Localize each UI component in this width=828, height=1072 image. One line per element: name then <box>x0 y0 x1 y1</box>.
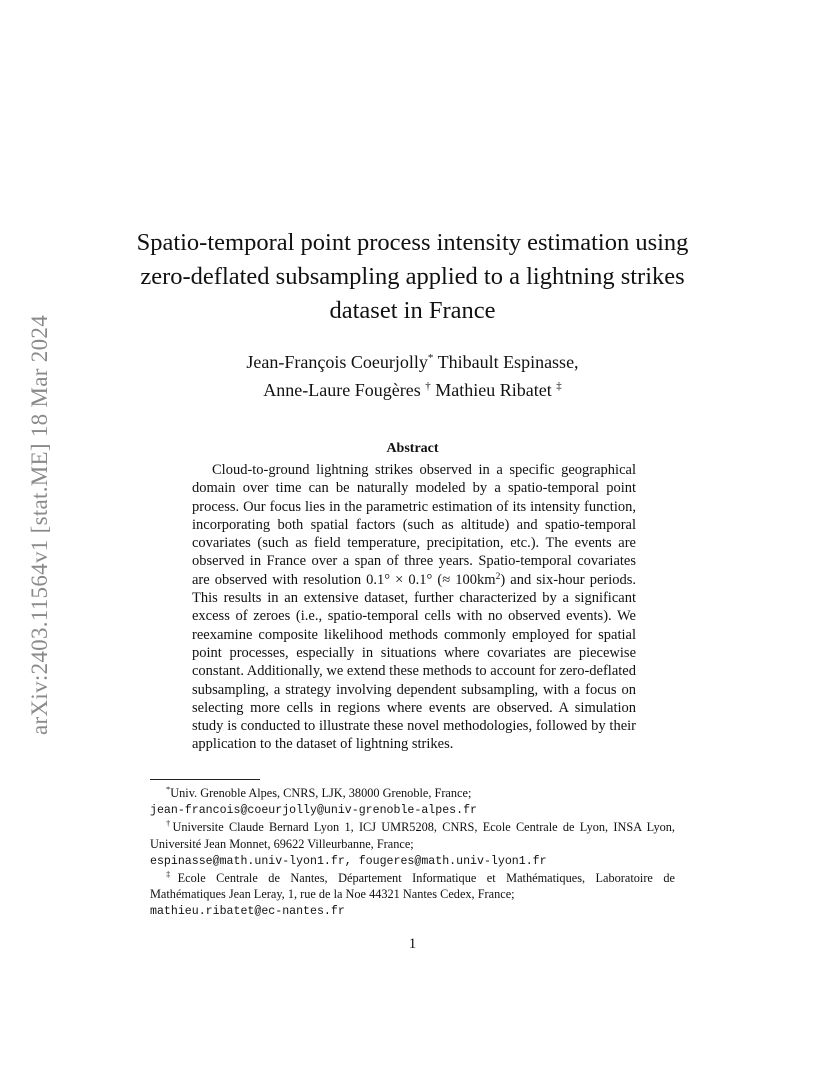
author-name: Thibault Espinasse, <box>437 352 579 372</box>
footnote <box>150 870 675 921</box>
footnote-mark: * <box>166 784 171 794</box>
abstract-text: ) and six-hour periods. This results in an extensive dataset, further characterized by a significant excess of zeroes (i.e., spatio-temporal cells with no observed events). We reexamine composite likelihood methods commonly employed for spatial point processes, especially in situations where covariates are piecewise constant. Additionally, we extend these methods to account for zero-deflated subsampling, a strategy involving dependent subsampling, with a focus on selecting more cells in regions where events are observed. A simulation study is conducted to illustrate these novel methodologies, followed by their application to the dataset of lightning strikes. <box>192 571 637 753</box>
author-line-1 <box>120 348 705 376</box>
abstract-heading: Abstract <box>386 441 439 456</box>
footnote-divider <box>150 779 260 780</box>
page-number: 1 <box>408 936 417 952</box>
arxiv-identifier-stamp <box>20 275 60 775</box>
abstract-body <box>192 461 636 754</box>
footnote <box>150 785 675 819</box>
footnote-mark: ‡ <box>166 869 178 880</box>
footnote-affiliation: Univ. Grenoble Alpes, CNRS, LJK, 38000 Grenoble, France; <box>170 786 472 800</box>
footnote-mark: † <box>166 818 173 829</box>
footnote-email[interactable]: jean-francois@coeurjolly@univ-grenoble-alpes.fr <box>150 804 477 818</box>
paper-title: Spatio-temporal point process intensity estimation using zero-deflated subsampling applied to a lightning strikes dataset in France <box>136 229 689 324</box>
abstract-superscript: 2 <box>495 571 501 582</box>
footnotes <box>150 785 675 921</box>
arxiv-identifier-text: arXiv:2403.11564v1 [stat.ME] 18 Mar 2024 <box>27 315 52 735</box>
author-name: Anne-Laure Fougères <box>263 380 421 400</box>
author-name: Mathieu Ribatet <box>435 380 552 400</box>
footnote-affiliation: Universite Claude Bernard Lyon 1, ICJ UMR5208, CNRS, Ecole Centrale de Lyon, INSA Lyon, Université Jean Monnet, 69622 Villeurbanne, France; <box>150 820 676 851</box>
author-footnote-mark: * <box>427 352 434 364</box>
author-footnote-mark: ‡ <box>556 380 562 392</box>
abstract-text: Cloud-to-ground lightning strikes observed in a specific geographical domain over time can be naturally modeled by a spatio-temporal point process. Our focus lies in the parametric estimation of its intensity function, incorporating both spatial factors (such as altitude) and spatio-temporal covariates (such as field temperature, precipitation, etc.). The events are observed in France over a span of three years. Spatio-temporal covariates are observed with resolution 0.1° × 0.1° (≈ 100km <box>192 462 636 588</box>
author-footnote-mark: † <box>425 380 431 392</box>
footnote <box>150 819 675 870</box>
footnote-affiliation: Ecole Centrale de Nantes, Département Informatique et Mathématiques, Laboratoire de Mathématiques Jean Leray, 1, rue de la Noe 44321 Nantes Cedex, France; <box>150 871 675 902</box>
author-line-2 <box>120 376 705 404</box>
author-list <box>120 348 705 404</box>
footnote-email[interactable]: espinasse@math.univ-lyon1.fr, fougeres@math.univ-lyon1.fr <box>150 854 547 868</box>
author-name: Jean-François Coeurjolly <box>246 352 428 372</box>
footnote-email[interactable]: mathieu.ribatet@ec-nantes.fr <box>150 905 345 919</box>
